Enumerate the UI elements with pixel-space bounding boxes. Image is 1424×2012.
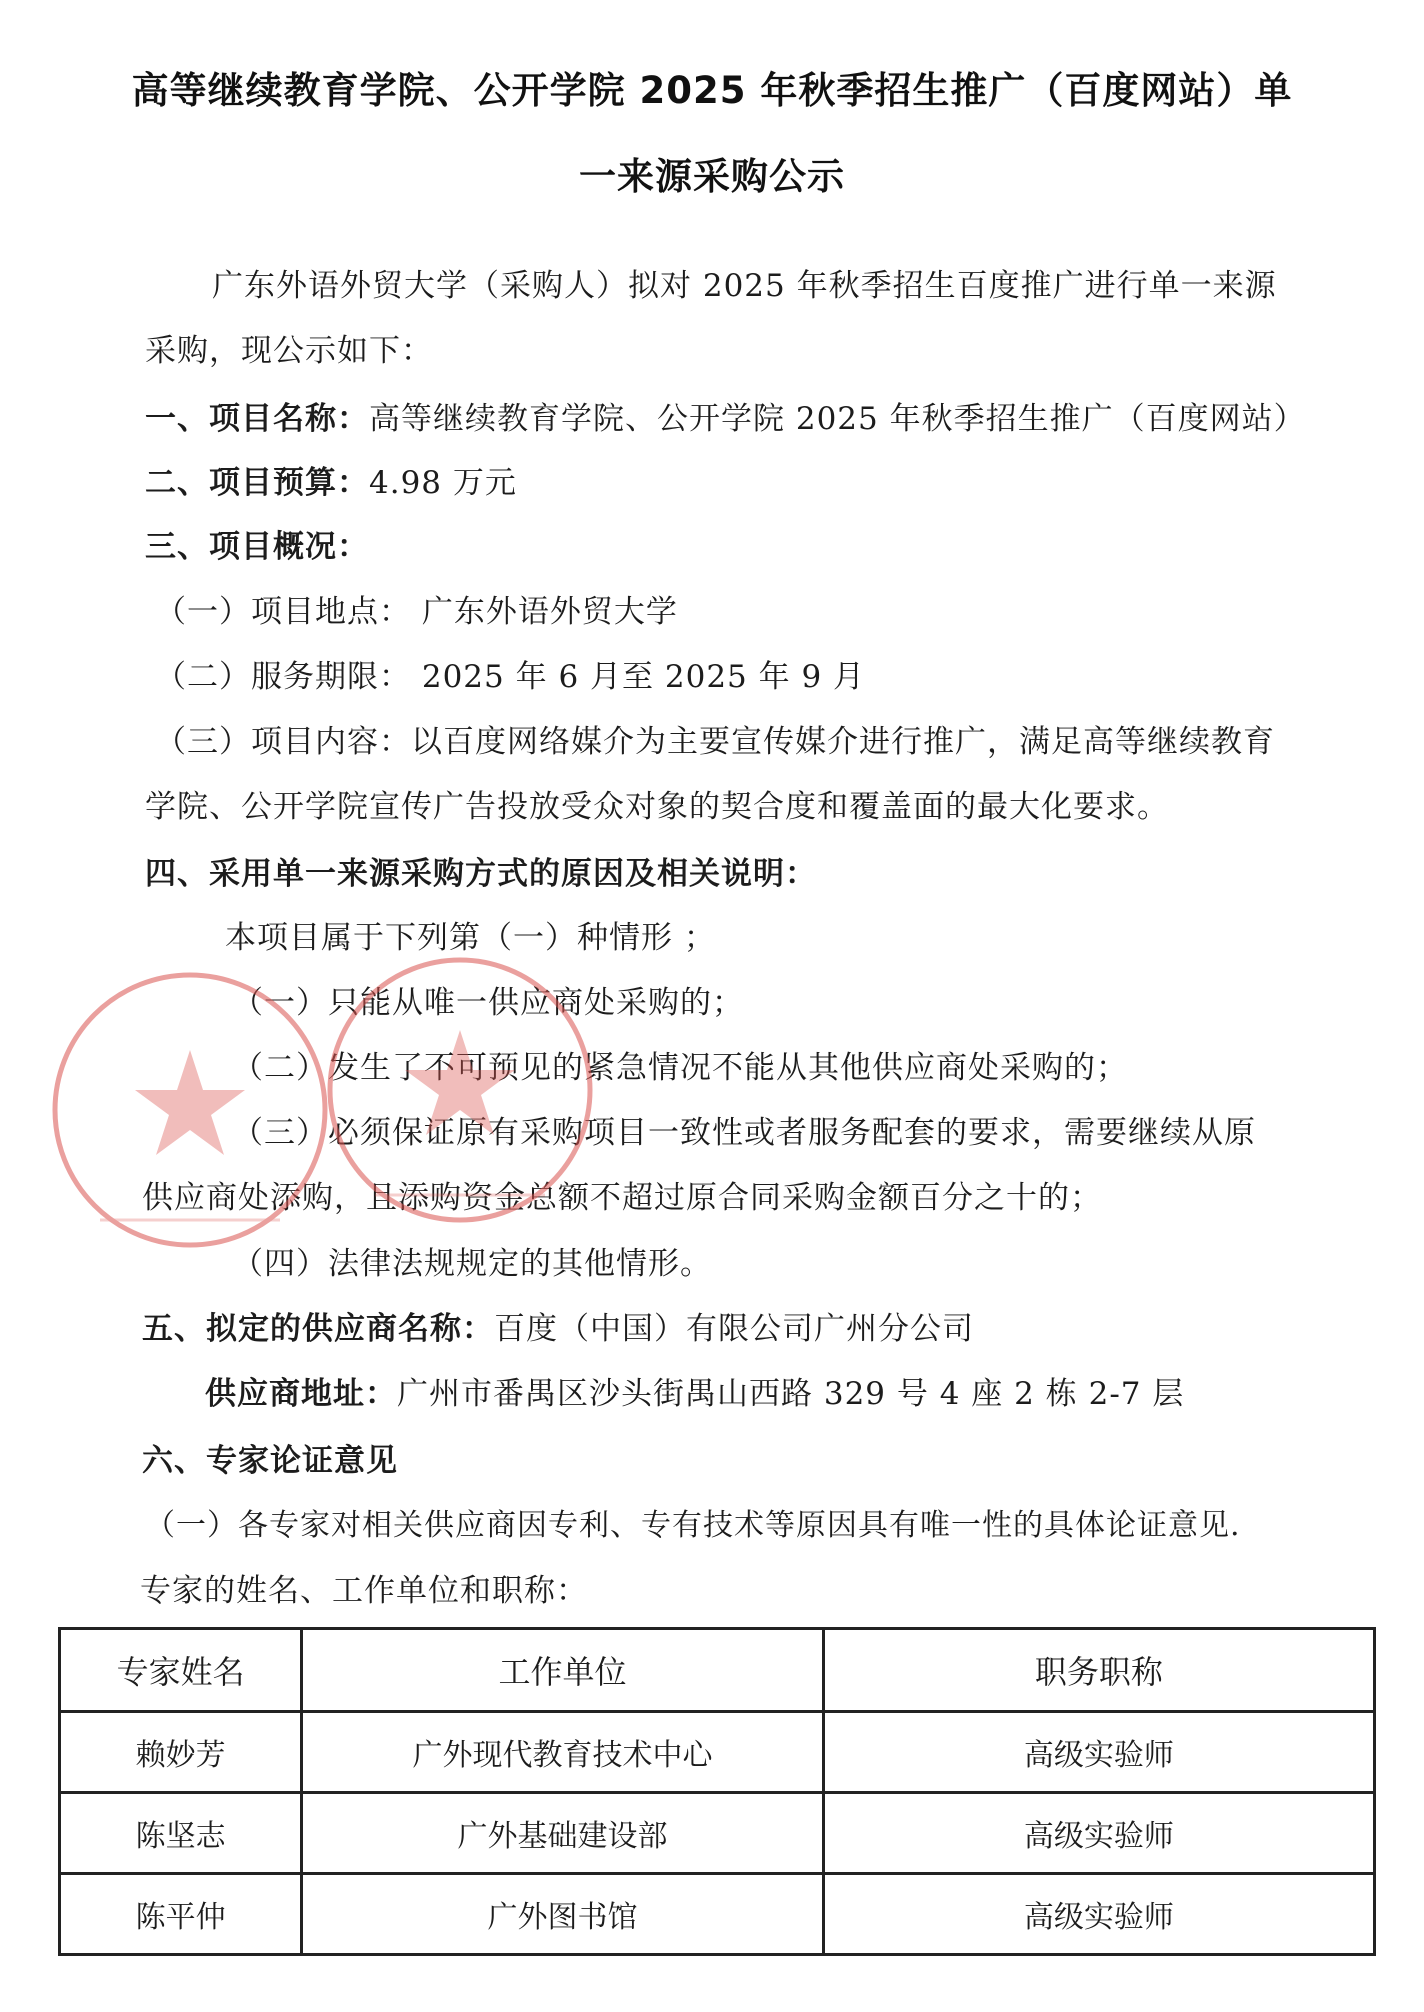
expert-title: 高级实验师 — [823, 1712, 1374, 1793]
expert-title: 高级实验师 — [823, 1793, 1374, 1874]
table-row — [60, 1793, 1375, 1874]
intro-line-2: 采购，现公示如下： — [145, 333, 433, 369]
reason-item-4: （四）法律法规规定的其他情形。 — [232, 1246, 712, 1282]
table-header-row — [60, 1629, 1375, 1712]
reason-item-1: （一）只能从唯一供应商处采购的； — [232, 985, 744, 1021]
expert-unit: 广外图书馆 — [302, 1874, 823, 1955]
expert-opinion-line-1: （一）各专家对相关供应商因专利、专有技术等原因具有唯一性的具体论证意见. — [145, 1508, 1241, 1543]
expert-name: 陈平仲 — [60, 1874, 302, 1955]
supplier-address-value: 广州市番禺区沙头街禺山西路 329 号 4 座 2 栋 2-7 层 — [397, 1376, 1185, 1412]
service-period: （二）服务期限： 2025 年 6 月至 2025 年 9 月 — [155, 659, 866, 695]
section-budget — [145, 457, 517, 502]
expert-name: 赖妙芳 — [60, 1712, 302, 1793]
project-location: （一）项目地点： 广东外语外贸大学 — [155, 594, 678, 630]
supplier-value: 百度（中国）有限公司广州分公司 — [494, 1311, 974, 1347]
header-title: 职务职称 — [823, 1629, 1374, 1712]
intro-line-1: 广东外语外贸大学（采购人）拟对 2025 年秋季招生百度推广进行单一来源 — [212, 268, 1277, 304]
table-row — [60, 1712, 1375, 1793]
expert-table — [58, 1627, 1376, 1956]
title-line-1: 高等继续教育学院、公开学院 2025 年秋季招生推广（百度网站）单 — [131, 69, 1293, 112]
header-name: 专家姓名 — [60, 1629, 302, 1712]
reason-belongs: 本项目属于下列第（一）种情形 ； — [225, 920, 716, 956]
expert-unit: 广外现代教育技术中心 — [302, 1712, 823, 1793]
reason-item-3-line-2: 供应商处添购，且添购资金总额不超过原合同采购金额百分之十的； — [142, 1180, 1102, 1216]
section-project-name — [145, 393, 1306, 438]
expert-name: 陈坚志 — [60, 1793, 302, 1874]
reason-item-2: （二）发生了不可预见的紧急情况不能从其他供应商处采购的； — [232, 1050, 1128, 1086]
title-line-2: 一来源采购公示 — [579, 155, 845, 198]
section-supplier — [142, 1303, 974, 1348]
expert-opinion-line-2: 专家的姓名、工作单位和职称： — [140, 1573, 588, 1609]
project-content-line-2: 学院、公开学院宣传广告投放受众对象的契合度和覆盖面的最大化要求。 — [145, 789, 1169, 825]
supplier-address — [205, 1368, 1184, 1413]
project-content-line-1: （三）项目内容：以百度网络媒介为主要宣传媒介进行推广，满足高等继续教育 — [155, 724, 1275, 760]
project-name-label: 一、项目名称： — [145, 401, 369, 437]
section-reason-label: 四、采用单一来源采购方式的原因及相关说明： — [145, 856, 817, 892]
header-unit: 工作单位 — [302, 1629, 823, 1712]
expert-unit: 广外基础建设部 — [302, 1793, 823, 1874]
budget-value: 4.98 万元 — [369, 465, 517, 501]
section-overview-label: 三、项目概况： — [145, 529, 369, 565]
table-row — [60, 1874, 1375, 1955]
project-name-value: 高等继续教育学院、公开学院 2025 年秋季招生推广（百度网站） — [369, 401, 1306, 437]
section-expert-label: 六、专家论证意见 — [142, 1443, 398, 1479]
supplier-address-label: 供应商地址： — [205, 1376, 397, 1412]
expert-title: 高级实验师 — [823, 1874, 1374, 1955]
supplier-label: 五、拟定的供应商名称： — [142, 1311, 494, 1347]
reason-item-3-line-1: （三）必须保证原有采购项目一致性或者服务配套的要求，需要继续从原 — [232, 1115, 1256, 1151]
budget-label: 二、项目预算： — [145, 465, 369, 501]
